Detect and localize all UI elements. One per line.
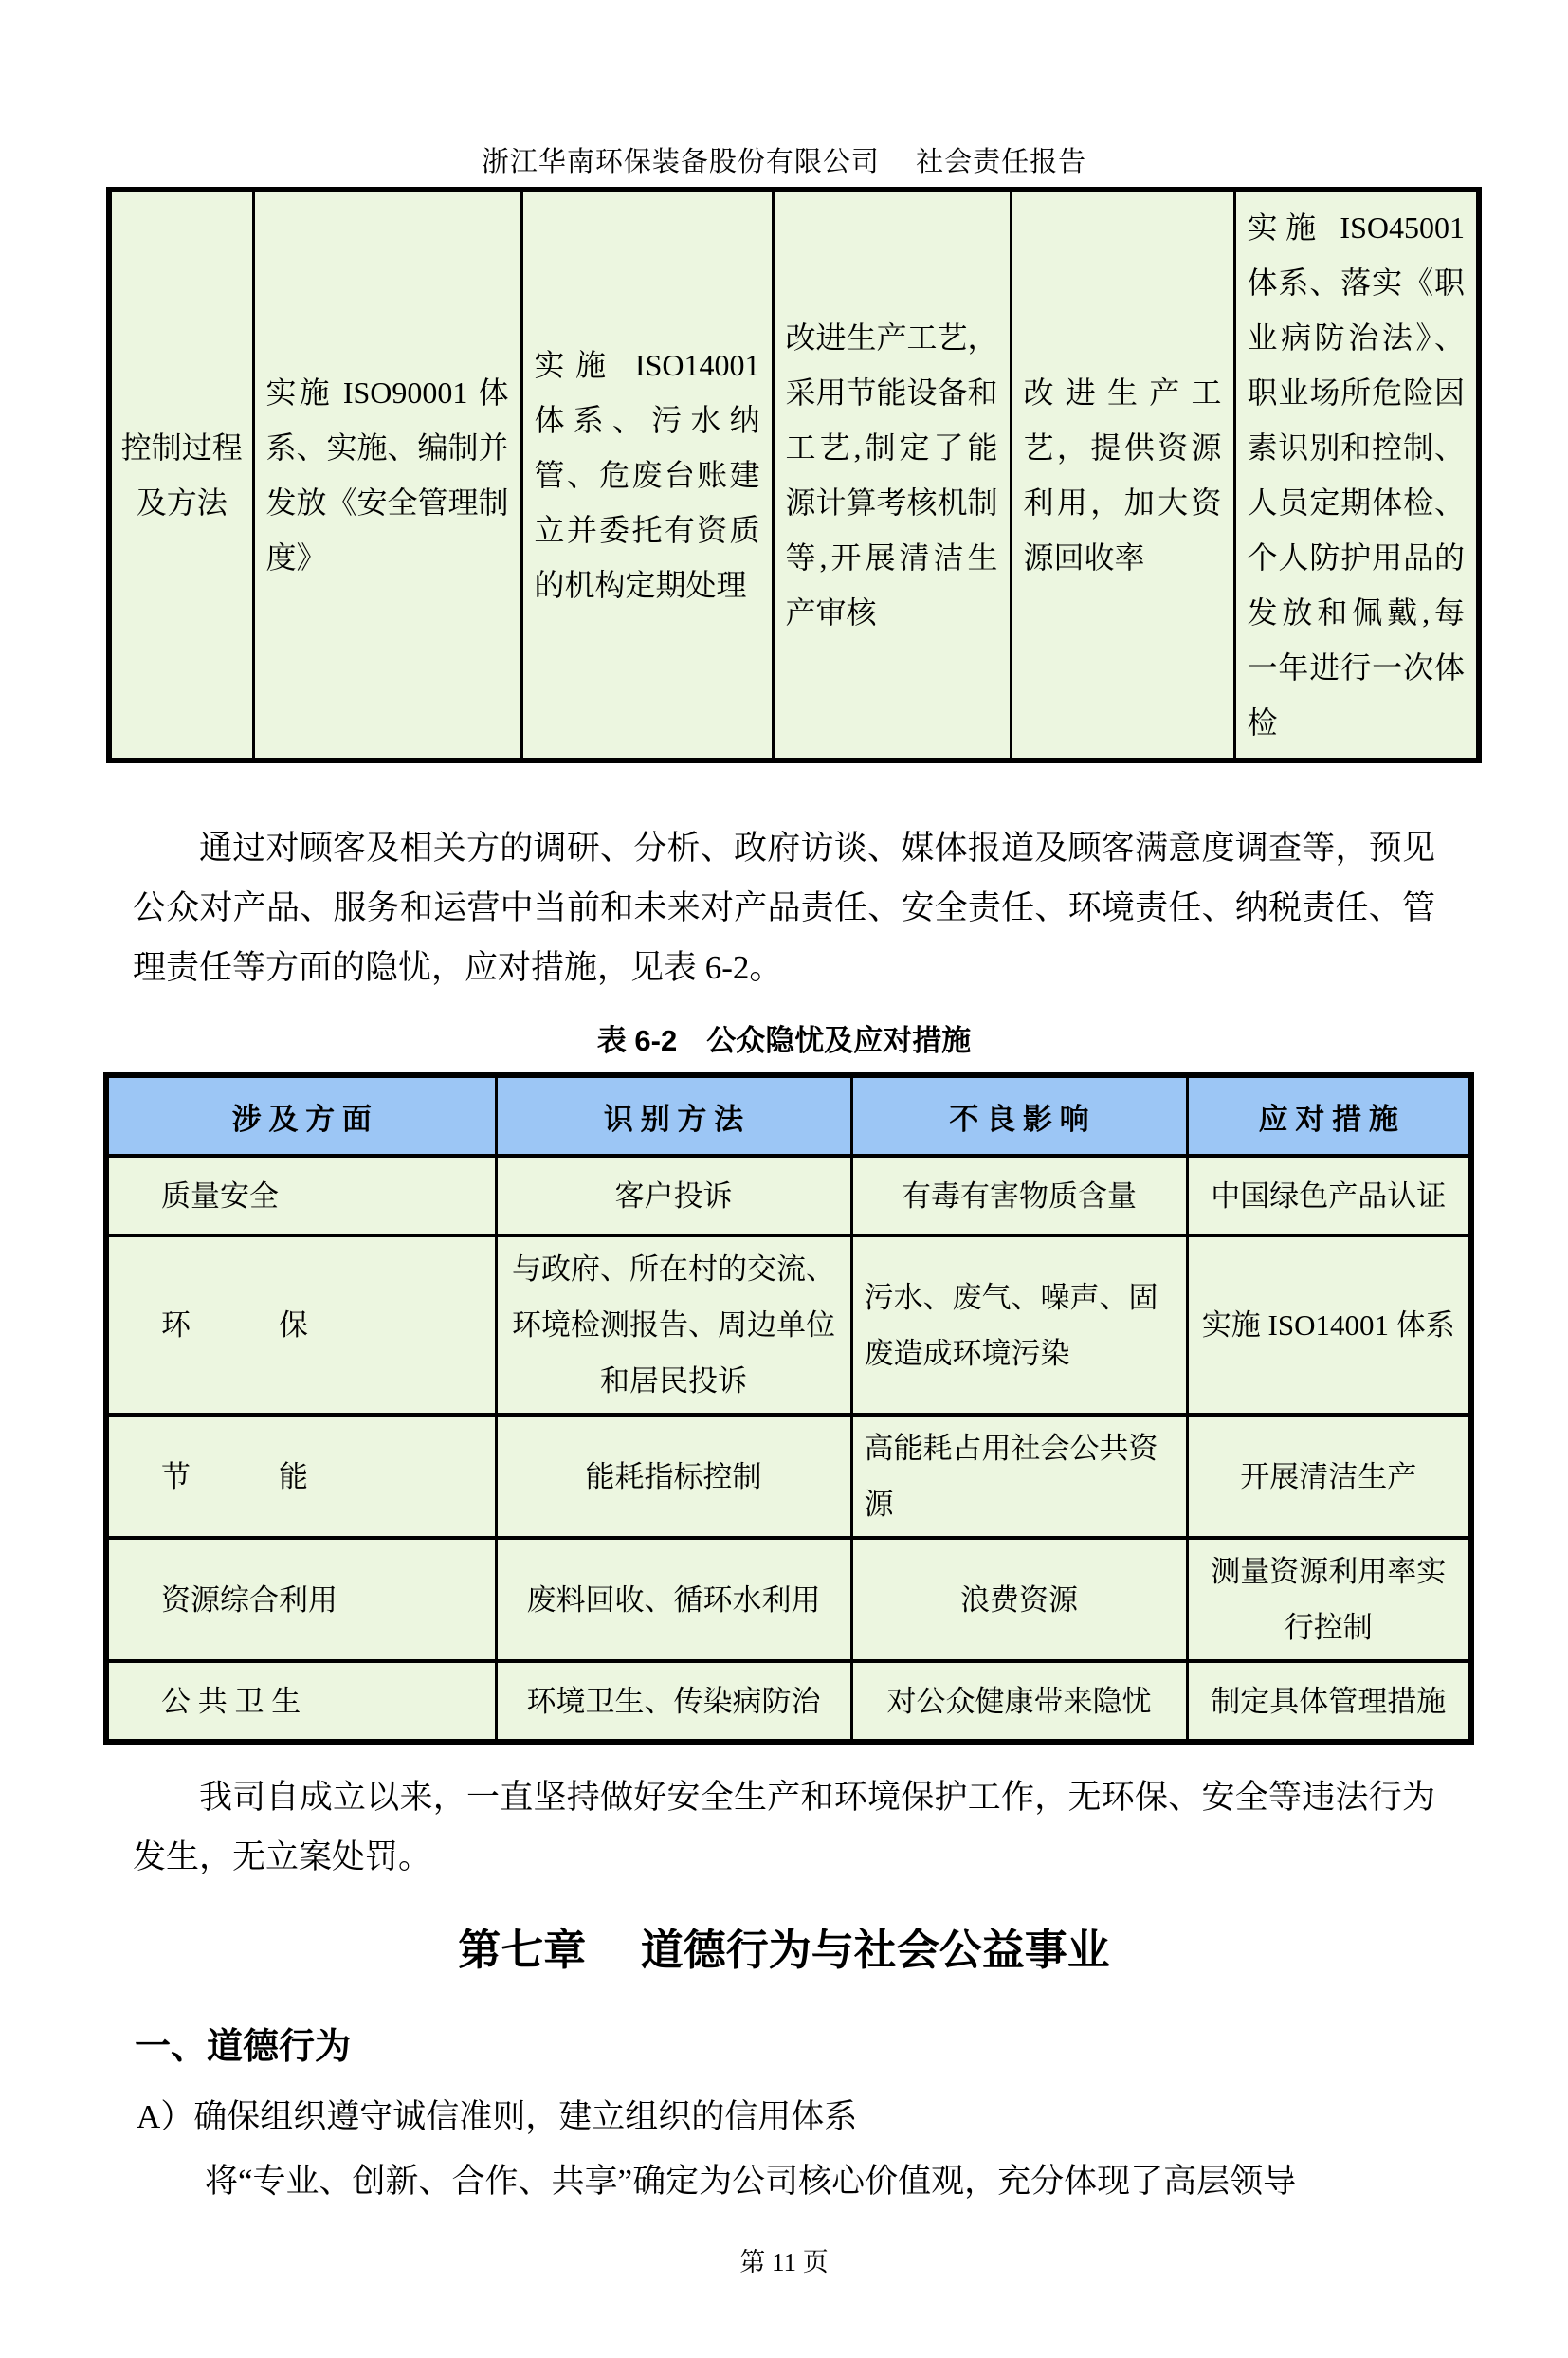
cell-identification: 环境卫生、传染病防治 — [496, 1661, 851, 1742]
cell-aspect: 节 能 — [106, 1415, 496, 1538]
table-header-row — [106, 1075, 1471, 1156]
control-table-cell-resource: 改进生产工艺，提供资源利用，加大资源回收率 — [1011, 190, 1234, 760]
cell-impact: 污水、废气、噪声、固废造成环境污染 — [851, 1235, 1187, 1415]
table-row — [106, 1156, 1471, 1235]
cell-countermeasure: 开展清洁生产 — [1187, 1415, 1471, 1538]
section-heading: 一、道德行为 — [135, 2027, 352, 2067]
column-header-countermeasure: 应 对 措 施 — [1187, 1075, 1471, 1156]
table-6-2 — [103, 1072, 1474, 1745]
cell-identification: 客户投诉 — [496, 1156, 851, 1235]
cell-countermeasure: 测量资源利用率实行控制 — [1187, 1538, 1471, 1661]
control-table-cell-quality: 实施 ISO90001 体系、实施、编制并发放《安全管理制度》 — [253, 190, 521, 760]
table-row — [106, 1538, 1471, 1661]
page-number: 第 11 页 — [739, 2248, 829, 2276]
control-table-cell-energy: 改进生产工艺，采用节能设备和工艺,制定了能源计算考核机制等,开展清洁生产审核 — [773, 190, 1011, 760]
column-header-aspect: 涉 及 方 面 — [106, 1075, 496, 1156]
table-row — [106, 1661, 1471, 1742]
item-a-lead: A）确保组织遵守诚信准则，建立组织的信用体系 — [137, 2098, 858, 2135]
cell-impact: 有毒有害物质含量 — [851, 1156, 1187, 1235]
control-process-table — [106, 187, 1482, 763]
cell-impact: 对公众健康带来隐忧 — [851, 1661, 1187, 1742]
cell-countermeasure: 制定具体管理措施 — [1187, 1661, 1471, 1742]
control-table-row-label: 控制过程及方法 — [109, 190, 253, 760]
intro-paragraph: 通过对顾客及相关方的调研、分析、政府访谈、媒体报道及顾客满意度调查等，预见公众对产品、服务和运营中当前和未来对产品责任、安全责任、环境责任、纳税责任、管理责任等方面的隐忧，应对措施，见表 6-2。 — [133, 830, 1435, 986]
cell-countermeasure: 实施 ISO14001 体系 — [1187, 1235, 1471, 1415]
column-header-identification: 识 别 方 法 — [496, 1075, 851, 1156]
cell-aspect: 质量安全 — [106, 1156, 496, 1235]
chapter-heading: 第七章 道德行为与社会公益事业 — [458, 1926, 1110, 1974]
cell-identification: 与政府、所在村的交流、环境检测报告、周边单位和居民投诉 — [496, 1235, 851, 1415]
cell-impact: 浪费资源 — [851, 1538, 1187, 1661]
cell-countermeasure: 中国绿色产品认证 — [1187, 1156, 1471, 1235]
table-6-2-caption: 表 6-2 公众隐忧及应对措施 — [596, 1024, 972, 1057]
page-header-title: 浙江华南环保装备股份有限公司 社会责任报告 — [481, 147, 1087, 177]
table-row — [106, 1415, 1471, 1538]
column-header-adverse-impact: 不 良 影 响 — [851, 1075, 1187, 1156]
cell-identification: 能耗指标控制 — [496, 1415, 851, 1538]
cell-identification: 废料回收、循环水利用 — [496, 1538, 851, 1661]
cell-aspect: 资源综合利用 — [106, 1538, 496, 1661]
closing-paragraph: 我司自成立以来，一直坚持做好安全生产和环境保护工作，无环保、安全等违法行为发生，无立案处罚。 — [133, 1779, 1435, 1875]
cell-aspect: 环 保 — [106, 1235, 496, 1415]
table-row — [109, 190, 1479, 760]
cell-impact: 高能耗占用社会公共资源 — [851, 1415, 1187, 1538]
table-row — [106, 1235, 1471, 1415]
cell-aspect: 公 共 卫 生 — [106, 1661, 496, 1742]
control-table-cell-safety: 实施 ISO45001 体系、落实《职业病防治法》、职业场所危险因素识别和控制、人员定期体检、个人防护用品的发放和佩戴,每一年进行一次体检 — [1234, 190, 1479, 760]
item-a-body: 将“专业、创新、合作、共享”确定为公司核心价值观，充分体现了高层领导 — [205, 2163, 1297, 2200]
control-table-cell-environment: 实施 ISO14001 体系、污水纳管、危废台账建立并委托有资质的机构定期处理 — [521, 190, 773, 760]
